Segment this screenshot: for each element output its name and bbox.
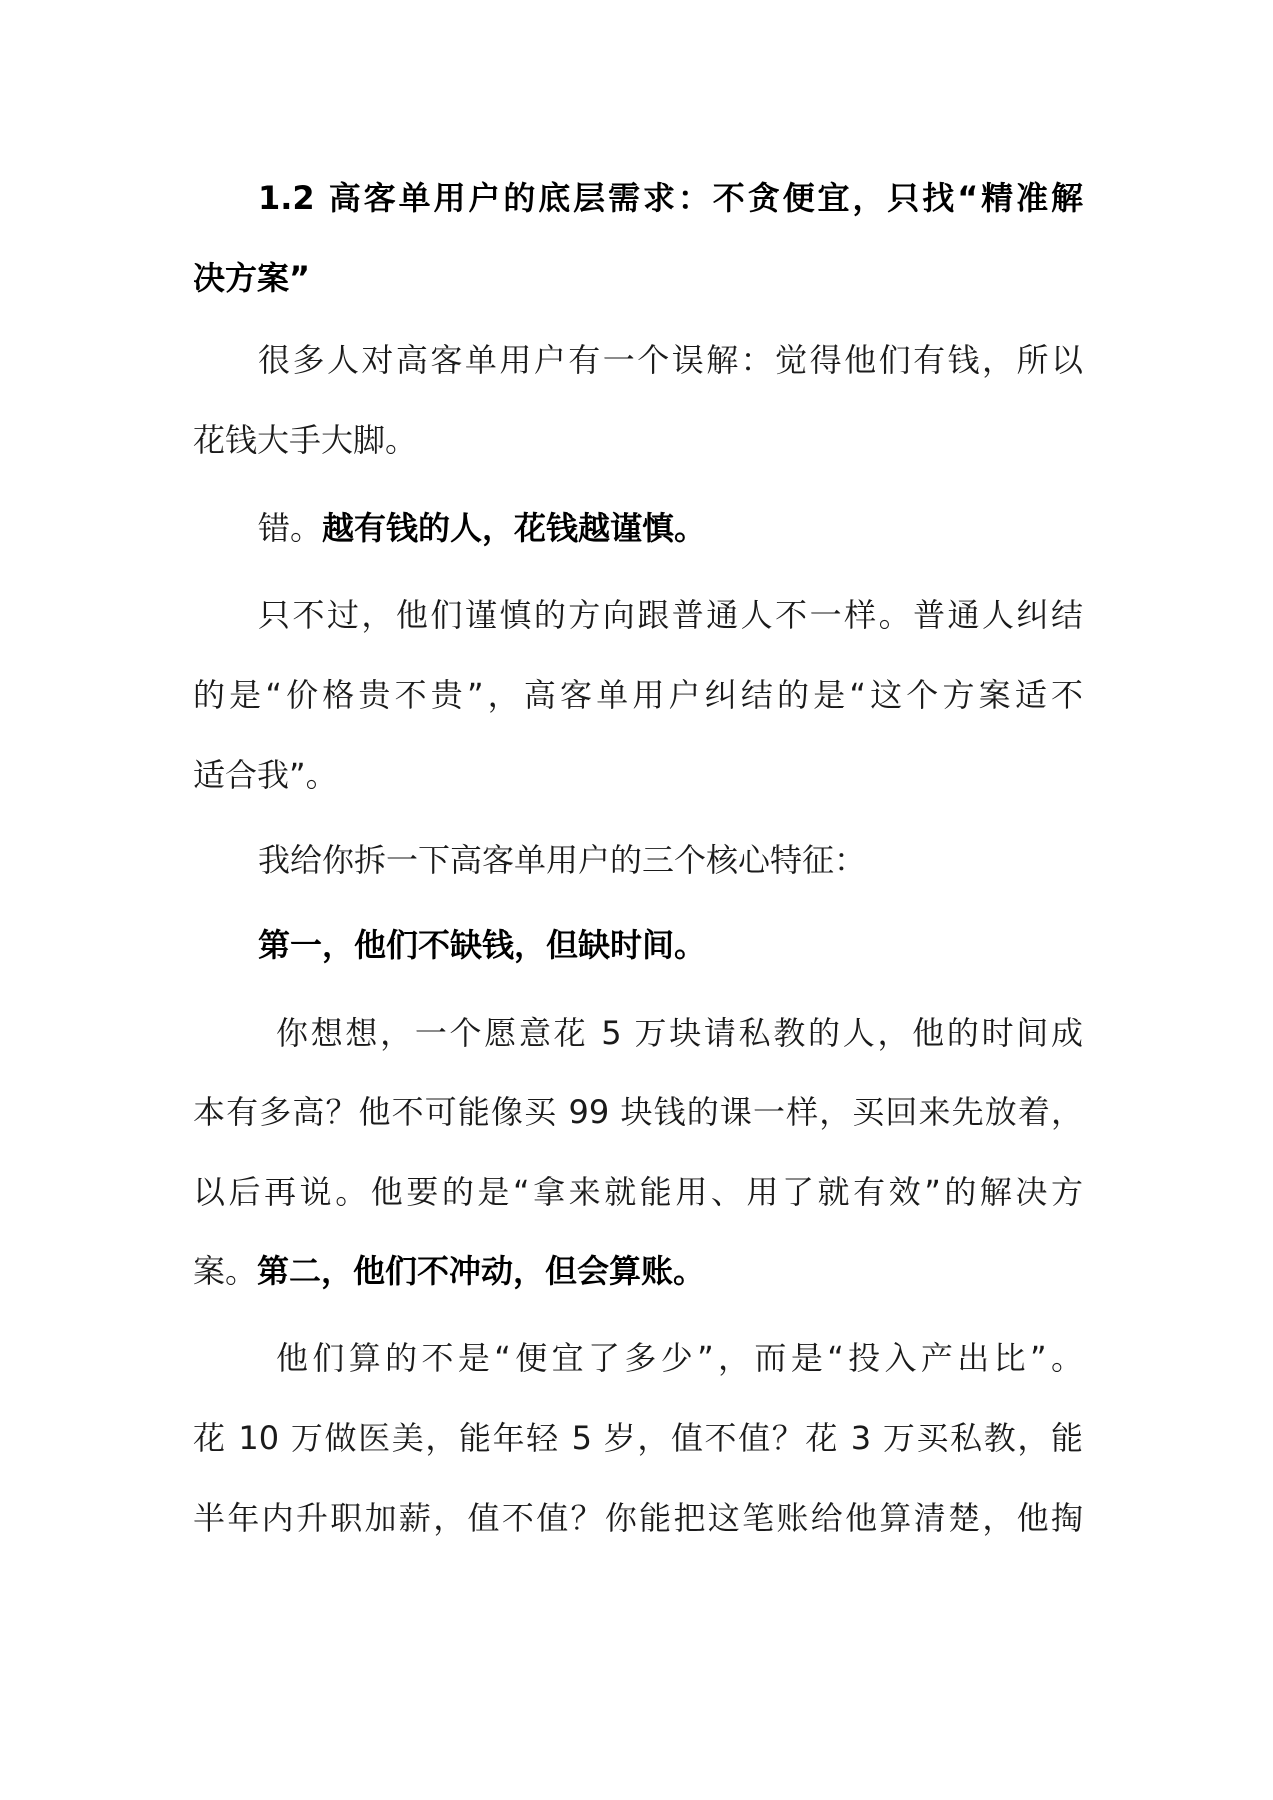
text-run: 你想想，一个愿意花 5 万块请私教的人，他的时间成 — [276, 1014, 1083, 1052]
paragraph-line — [258, 503, 1083, 553]
paragraph-line — [193, 415, 1083, 465]
section-heading-continued — [193, 253, 1083, 303]
heading-text-line-1: 1.2 高客单用户的底层需求：不贪便宜，只找“精准解 — [258, 179, 1083, 217]
paragraph-line — [193, 1087, 1083, 1137]
text-run: 适合我”。 — [193, 756, 338, 794]
paragraph-line — [258, 335, 1083, 385]
text-run: 错。 — [258, 509, 323, 547]
heading-text-line-2: 决方案” — [193, 259, 311, 297]
bold-text-run: 越有钱的人，花钱越谨慎。 — [322, 509, 707, 547]
text-run: 他们算的不是“便宜了多少”，而是“投入产出比”。 — [276, 1339, 1083, 1377]
text-run: 很多人对高客单用户有一个误解：觉得他们有钱，所以 — [258, 341, 1083, 379]
paragraph-line — [276, 1008, 1083, 1058]
bold-text-run: 第一，他们不缺钱，但缺时间。 — [258, 926, 707, 964]
text-run: 半年内升职加薪，值不值？你能把这笔账给他算清楚，他掏 — [193, 1499, 1083, 1537]
paragraph-line — [258, 590, 1083, 640]
paragraph-line — [193, 1246, 1083, 1296]
text-run: 本有多高？他不可能像买 99 块钱的课一样，买回来先放着， — [193, 1093, 1083, 1131]
paragraph-line — [193, 750, 1083, 800]
paragraph-line — [276, 1333, 1083, 1383]
text-run: 案。 — [193, 1252, 258, 1290]
section-heading — [258, 173, 1083, 223]
paragraph-line — [193, 670, 1083, 720]
text-run: 的是“价格贵不贵”，高客单用户纠结的是“这个方案适不 — [193, 676, 1083, 714]
feature-heading-1 — [258, 920, 1083, 970]
text-run: 以后再说。他要的是“拿来就能用、用了就有效”的解决方 — [193, 1173, 1083, 1211]
paragraph-line — [193, 1413, 1083, 1463]
paragraph-line — [193, 1493, 1083, 1543]
paragraph-line — [258, 835, 1083, 885]
text-run: 花钱大手大脚。 — [193, 421, 418, 459]
feature-heading-2: 第二，他们不冲动，但会算账。 — [257, 1252, 706, 1290]
text-run: 只不过，他们谨慎的方向跟普通人不一样。普通人纠结 — [258, 596, 1083, 634]
paragraph-line — [193, 1167, 1083, 1217]
text-run: 我给你拆一下高客单用户的三个核心特征： — [258, 841, 867, 879]
text-run: 花 10 万做医美，能年轻 5 岁，值不值？花 3 万买私教，能 — [193, 1419, 1083, 1457]
